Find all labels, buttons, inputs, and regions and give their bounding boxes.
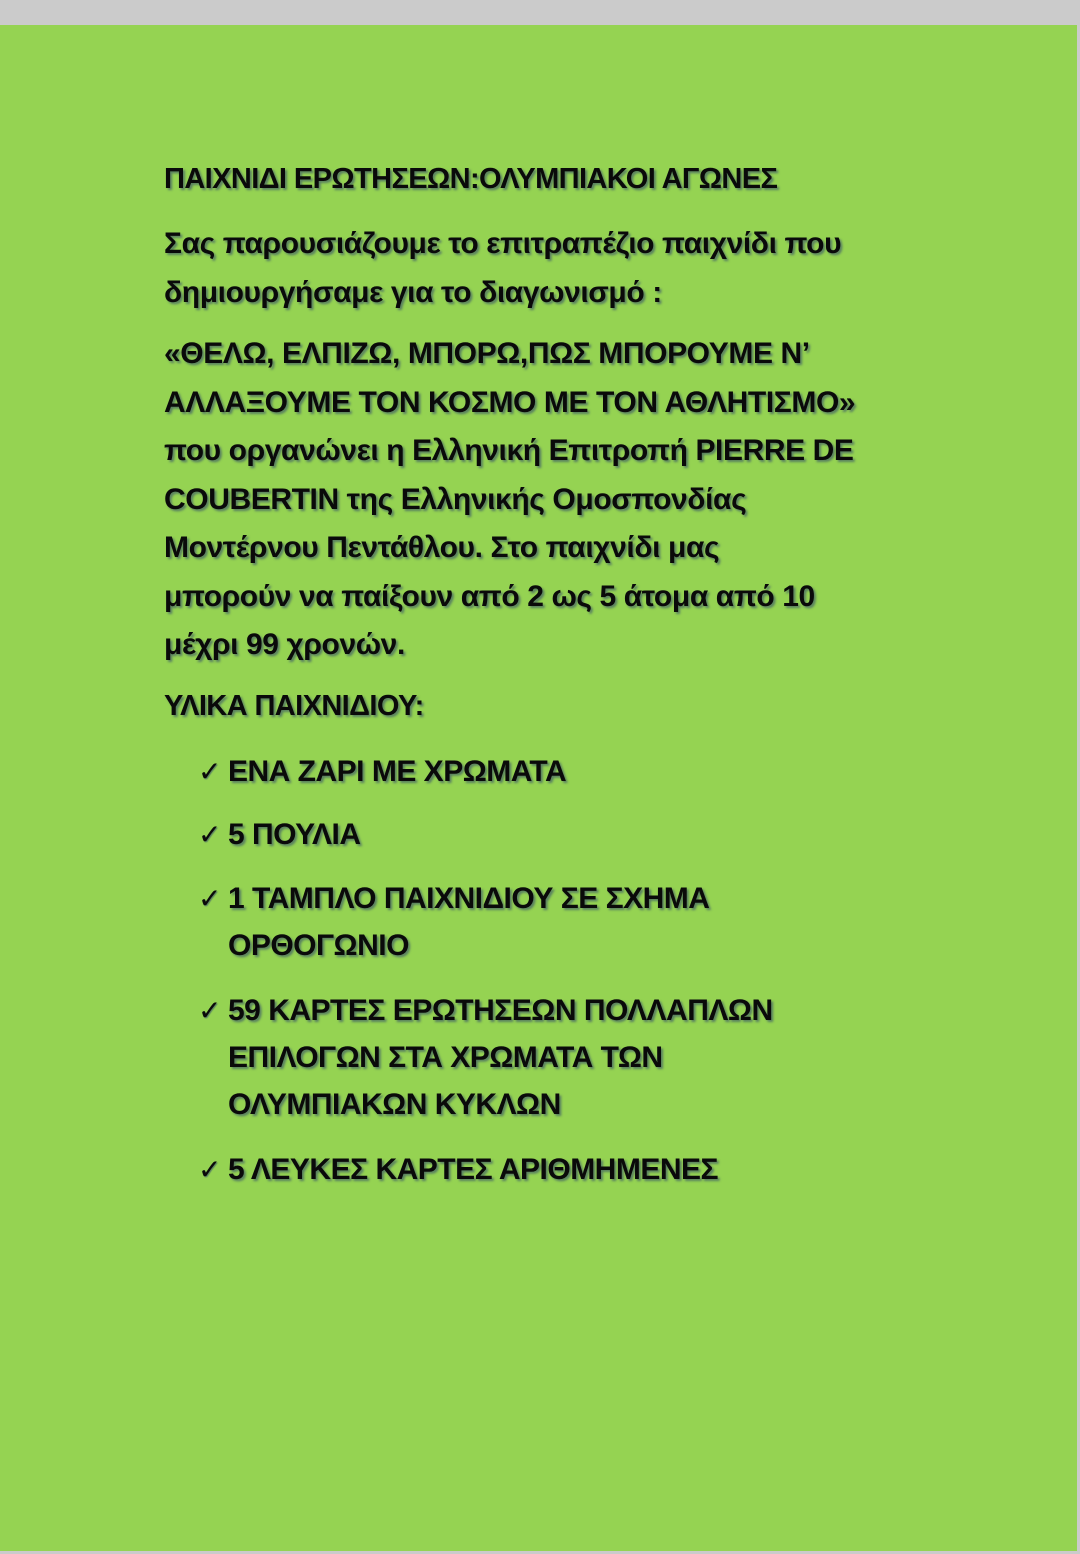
intro-line: Σας παρουσιάζουμε το επιτραπέζιο παιχνίδι που — [164, 227, 842, 260]
document-title: ΠΑΙΧΝΙΔΙ ΕΡΩΤΗΣΕΩΝ:ΟΛΥΜΠΙΑΚΟΙ ΑΓΩΝΕΣ — [164, 163, 778, 195]
materials-item-line: 1 ΤΑΜΠΛΟ ΠΑΙΧΝΙΔΙΟΥ ΣΕ ΣΧΗΜΑ — [228, 882, 710, 915]
materials-item-line: ΕΠΙΛΟΓΩΝ ΣΤΑ ΧΡΩΜΑΤΑ ΤΩΝ — [228, 1041, 663, 1074]
materials-item-line: ΟΛΥΜΠΙΑΚΩΝ ΚΥΚΛΩΝ — [228, 1088, 561, 1121]
materials-item-text — [228, 811, 360, 858]
materials-item-line: 5 ΠΟΥΛΙΑ — [228, 818, 361, 851]
intro-line: δημιουργήσαμε για το διαγωνισμό : — [164, 275, 662, 309]
materials-item-text — [228, 1146, 718, 1193]
materials-heading: ΥΛΙΚΑ ΠΑΙΧΝΙΔΙΟΥ: — [164, 690, 424, 722]
materials-item-line: ΟΡΘΟΓΩΝΙΟ — [228, 929, 409, 962]
body-line: μπορούν να παίξουν από 2 ως 5 άτομα από 10 — [164, 579, 815, 613]
body-line: COUBERTIN της Ελληνικής Ομοσπονδίας — [164, 482, 747, 516]
document-page — [0, 25, 1077, 1551]
checkmark-icon: ✓ — [198, 994, 221, 1027]
checkmark-icon: ✓ — [198, 755, 221, 788]
body-line: μέχρι 99 χρονών. — [164, 628, 405, 661]
checkmark-icon: ✓ — [198, 882, 221, 915]
materials-item-line: 5 ΛΕΥΚΕΣ ΚΑΡΤΕΣ ΑΡΙΘΜΗΜΕΝΕΣ — [228, 1153, 719, 1186]
materials-item-text — [228, 987, 773, 1128]
materials-item-text — [228, 748, 566, 795]
materials-item-line: ΕΝΑ ΖΑΡΙ ΜΕ ΧΡΩΜΑΤΑ — [228, 755, 567, 788]
materials-item-line: 59 ΚΑΡΤΕΣ ΕΡΩΤΗΣΕΩΝ ΠΟΛΛΑΠΛΩΝ — [228, 994, 773, 1027]
checkmark-icon: ✓ — [198, 818, 221, 851]
body-line: «ΘΕΛΩ, ΕΛΠΙΖΩ, ΜΠΟΡΩ,ΠΩΣ ΜΠΟΡΟΥΜΕ Ν’ — [164, 337, 810, 370]
intro-paragraph — [164, 220, 841, 317]
body-line: που οργανώνει η Ελληνική Επιτροπή PIERRE DE — [164, 434, 854, 467]
materials-item-text — [228, 875, 709, 969]
body-paragraph — [164, 330, 855, 670]
body-line: Μοντέρνου Πεντάθλου. Στο παιχνίδι μας — [164, 531, 720, 564]
body-line: ΑΛΛΑΞΟΥΜΕ ΤΟΝ ΚΟΣΜΟ ΜΕ ΤΟΝ ΑΘΛΗΤΙΣΜΟ» — [164, 385, 856, 419]
checkmark-icon: ✓ — [198, 1153, 221, 1186]
